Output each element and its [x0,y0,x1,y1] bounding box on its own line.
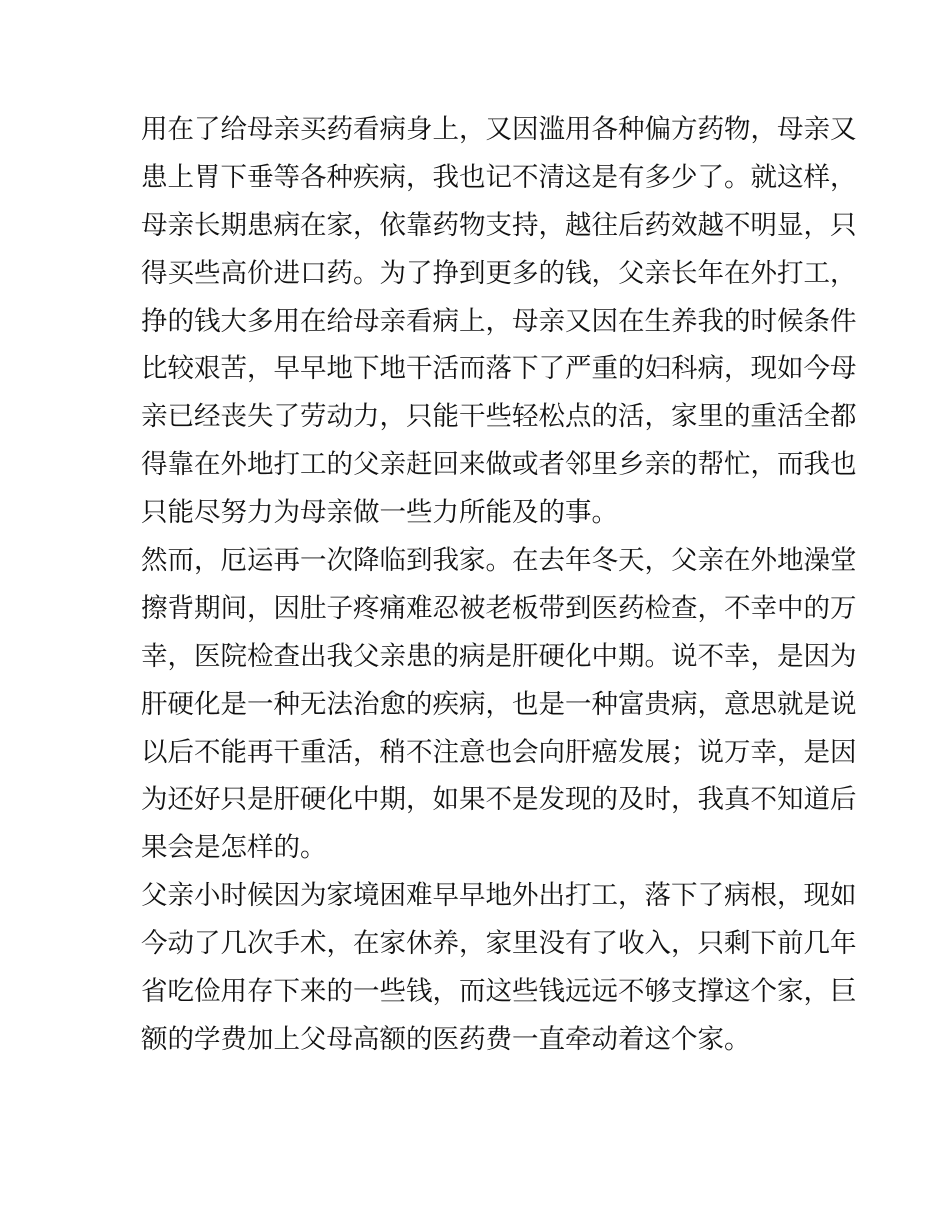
text-line: 比较艰苦，早早地下地干活而落下了严重的妇科病，现如今母 [141,353,857,385]
text-line: 肝硬化是一种无法治愈的疾病，也是一种富贵病，意思就是说 [141,688,857,720]
body-text [141,106,857,1064]
text-line: 幸，医院检查出我父亲患的病是肝硬化中期。说不幸，是因为 [141,640,857,672]
text-line: 得靠在外地打工的父亲赶回来做或者邻里乡亲的帮忙，而我也 [141,449,857,481]
paragraph-3 [141,872,857,1064]
text-line: 省吃俭用存下来的一些钱，而这些钱远远不够支撑这个家，巨 [141,976,857,1008]
paragraph-2 [141,537,857,872]
text-line: 今动了几次手术，在家休养，家里没有了收入，只剩下前几年 [141,928,857,960]
text-line: 挣的钱大多用在给母亲看病上，母亲又因在生养我的时候条件 [141,305,857,337]
text-line: 父亲小时候因为家境困难早早地外出打工，落下了病根，现如 [141,880,857,912]
text-line: 以后不能再干重活，稍不注意也会向肝癌发展；说万幸，是因 [141,736,857,768]
text-line: 亲已经丧失了劳动力，只能干些轻松点的活，家里的重活全都 [141,401,857,433]
text-line: 患上胃下垂等各种疾病，我也记不清这是有多少了。就这样， [141,161,857,193]
text-line: 果会是怎样的。 [141,832,327,864]
text-line: 得买些高价进口药。为了挣到更多的钱，父亲长年在外打工， [141,257,857,289]
text-line: 额的学费加上父母高额的医药费一直牵动着这个家。 [141,1023,751,1055]
paragraph-1 [141,106,857,537]
text-line: 为还好只是肝硬化中期，如果不是发现的及时，我真不知道后 [141,784,857,816]
text-line: 然而，厄运再一次降临到我家。在去年冬天，父亲在外地澡堂 [141,545,857,577]
text-line: 母亲长期患病在家，依靠药物支持，越往后药效越不明显，只 [141,209,857,241]
text-line: 只能尽努力为母亲做一些力所能及的事。 [141,497,618,529]
text-line: 擦背期间，因肚子疼痛难忍被老板带到医药检查，不幸中的万 [141,592,857,624]
text-line: 用在了给母亲买药看病身上，又因滥用各种偏方药物，母亲又 [141,114,857,145]
